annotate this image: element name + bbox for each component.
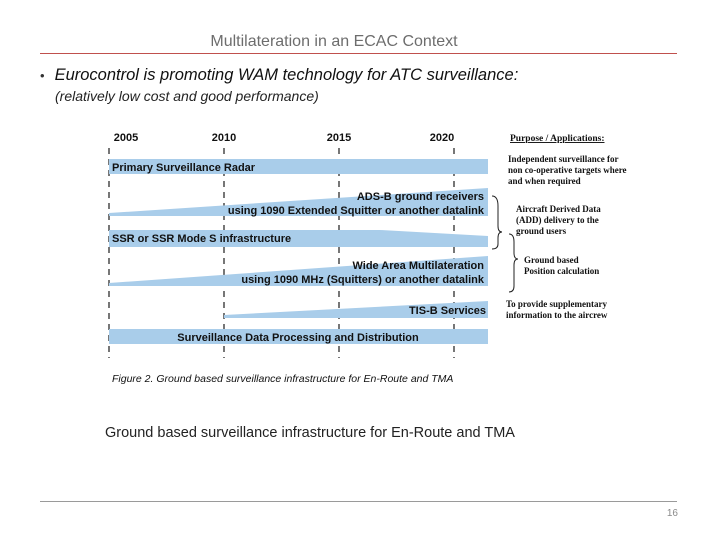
bar-tisb — [224, 301, 488, 318]
bullet-marker: • — [40, 68, 45, 83]
year-labels — [114, 132, 454, 144]
bar-ssr-label: SSR or SSR Mode S infrastructure — [112, 233, 292, 245]
bar-adsb-label-line2: using 1090 Extended Squitter or another datalink — [227, 205, 484, 217]
bullet-line — [40, 66, 518, 85]
bar-ssr — [109, 230, 488, 247]
bar-adsb-label-line1: ADS-B ground receivers — [356, 191, 484, 203]
bar-primary-radar — [109, 159, 488, 174]
purpose-header: Purpose / Applications: — [510, 134, 605, 144]
year-label-2005: 2005 — [113, 132, 139, 144]
purpose-3-line2: Position calculation — [524, 266, 600, 276]
braces — [492, 196, 518, 292]
purpose-3-line1: Ground based — [524, 255, 579, 265]
footer-divider — [40, 501, 677, 502]
page-number: 16 — [666, 508, 678, 519]
purpose-1-line2: non co-operative targets where — [508, 165, 627, 175]
purpose-column — [506, 134, 627, 320]
bar-tisb-label: TIS-B Services — [408, 305, 486, 317]
bar-wam-label-line2: using 1090 MHz (Squitters) or another datalink — [241, 274, 484, 286]
bar-sdpd — [109, 329, 488, 344]
bullet-subline: (relatively low cost and good performance) — [55, 88, 319, 104]
purpose-2-line3: ground users — [516, 226, 567, 236]
purpose-2-line2: (ADD) delivery to the — [516, 215, 599, 225]
year-label-2015: 2015 — [326, 132, 352, 144]
slide-title: Multilateration in an ECAC Context — [210, 33, 458, 50]
bullet-text: Eurocontrol is promoting WAM technology for ATC surveillance: — [54, 66, 519, 84]
year-label-2010: 2010 — [211, 132, 237, 144]
bar-wam — [109, 256, 488, 286]
purpose-1-line1: Independent surveillance for — [508, 154, 619, 164]
roadmap-figure — [100, 126, 660, 390]
brace-wam-icon — [509, 234, 518, 292]
purpose-2-line1: Aircraft Derived Data — [516, 204, 601, 214]
purpose-4-line2: information to the aircrew — [506, 310, 608, 320]
brace-adsb-icon — [492, 196, 502, 249]
purpose-4-line1: To provide supplementary — [506, 299, 608, 309]
bar-wam-label-line1: Wide Area Multilateration — [352, 260, 484, 272]
figure-caption: Figure 2. Ground based surveillance infrastructure for En-Route and TMA — [112, 373, 454, 385]
title-divider — [40, 53, 677, 54]
bar-sdpd-label: Surveillance Data Processing and Distribution — [177, 332, 419, 344]
bar-adsb — [109, 188, 488, 217]
year-gridlines — [109, 148, 454, 358]
year-label-2020: 2020 — [429, 132, 455, 144]
slide-caption: Ground based surveillance infrastructure for En-Route and TMA — [105, 425, 515, 441]
roadmap-diagram — [100, 126, 660, 390]
purpose-1-line3: and when required — [508, 176, 581, 186]
bar-primary-radar-label: Primary Surveillance Radar — [112, 162, 256, 174]
